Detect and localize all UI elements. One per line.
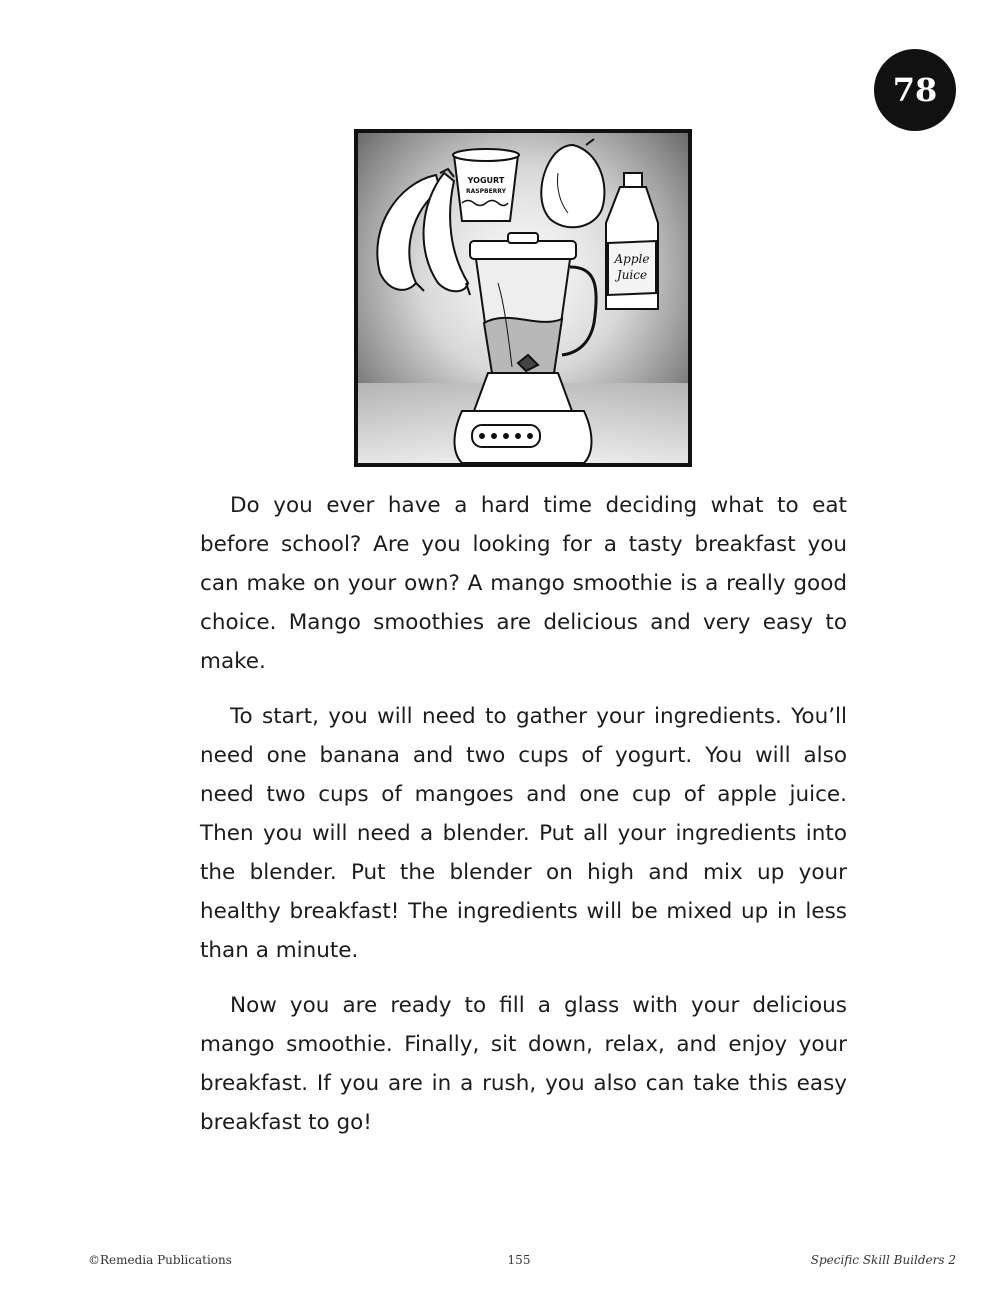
page-number-badge: 78 (874, 49, 956, 131)
footer-series-title: Specific Skill Builders 2 (810, 1253, 956, 1267)
smoothie-illustration (354, 129, 692, 467)
yogurt-cup-drawing (453, 149, 519, 221)
story-text (200, 486, 847, 1158)
yogurt-label: YOGURT (467, 176, 505, 185)
footer-page-number: 155 (507, 1253, 531, 1267)
footer-publisher: ©Remedia Publications (88, 1253, 232, 1267)
story-paragraph-3: Now you are ready to fill a glass with your delicious mango smoothie. Finally, sit down, relax, and enjoy your breakfast. If you are in a rush, you also can take this easy breakfast to go! (200, 993, 847, 1135)
story-paragraph-2: To start, you will need to gather your ingredients. You’ll need one banana and two cups of yogurt. You will also need two cups of mangoes and one cup of apple juice. Then you will need a blender. Put all your ingredients into the blender. Put the blender on high and mix up your healthy breakfast! The ingredients will be mixed up in less than a minute. (200, 704, 847, 963)
yogurt-flavor-label: RASPBERRY (466, 188, 506, 195)
story-paragraph-1: Do you ever have a hard time deciding what to eat before school? Are you looking for a tasty breakfast you can make on your own? A mango smoothie is a really good choice. Mango smoothies are delicious and very easy to make. (200, 493, 847, 674)
juice-label: Apple (614, 252, 650, 266)
juice-sublabel: Juice (616, 268, 648, 282)
